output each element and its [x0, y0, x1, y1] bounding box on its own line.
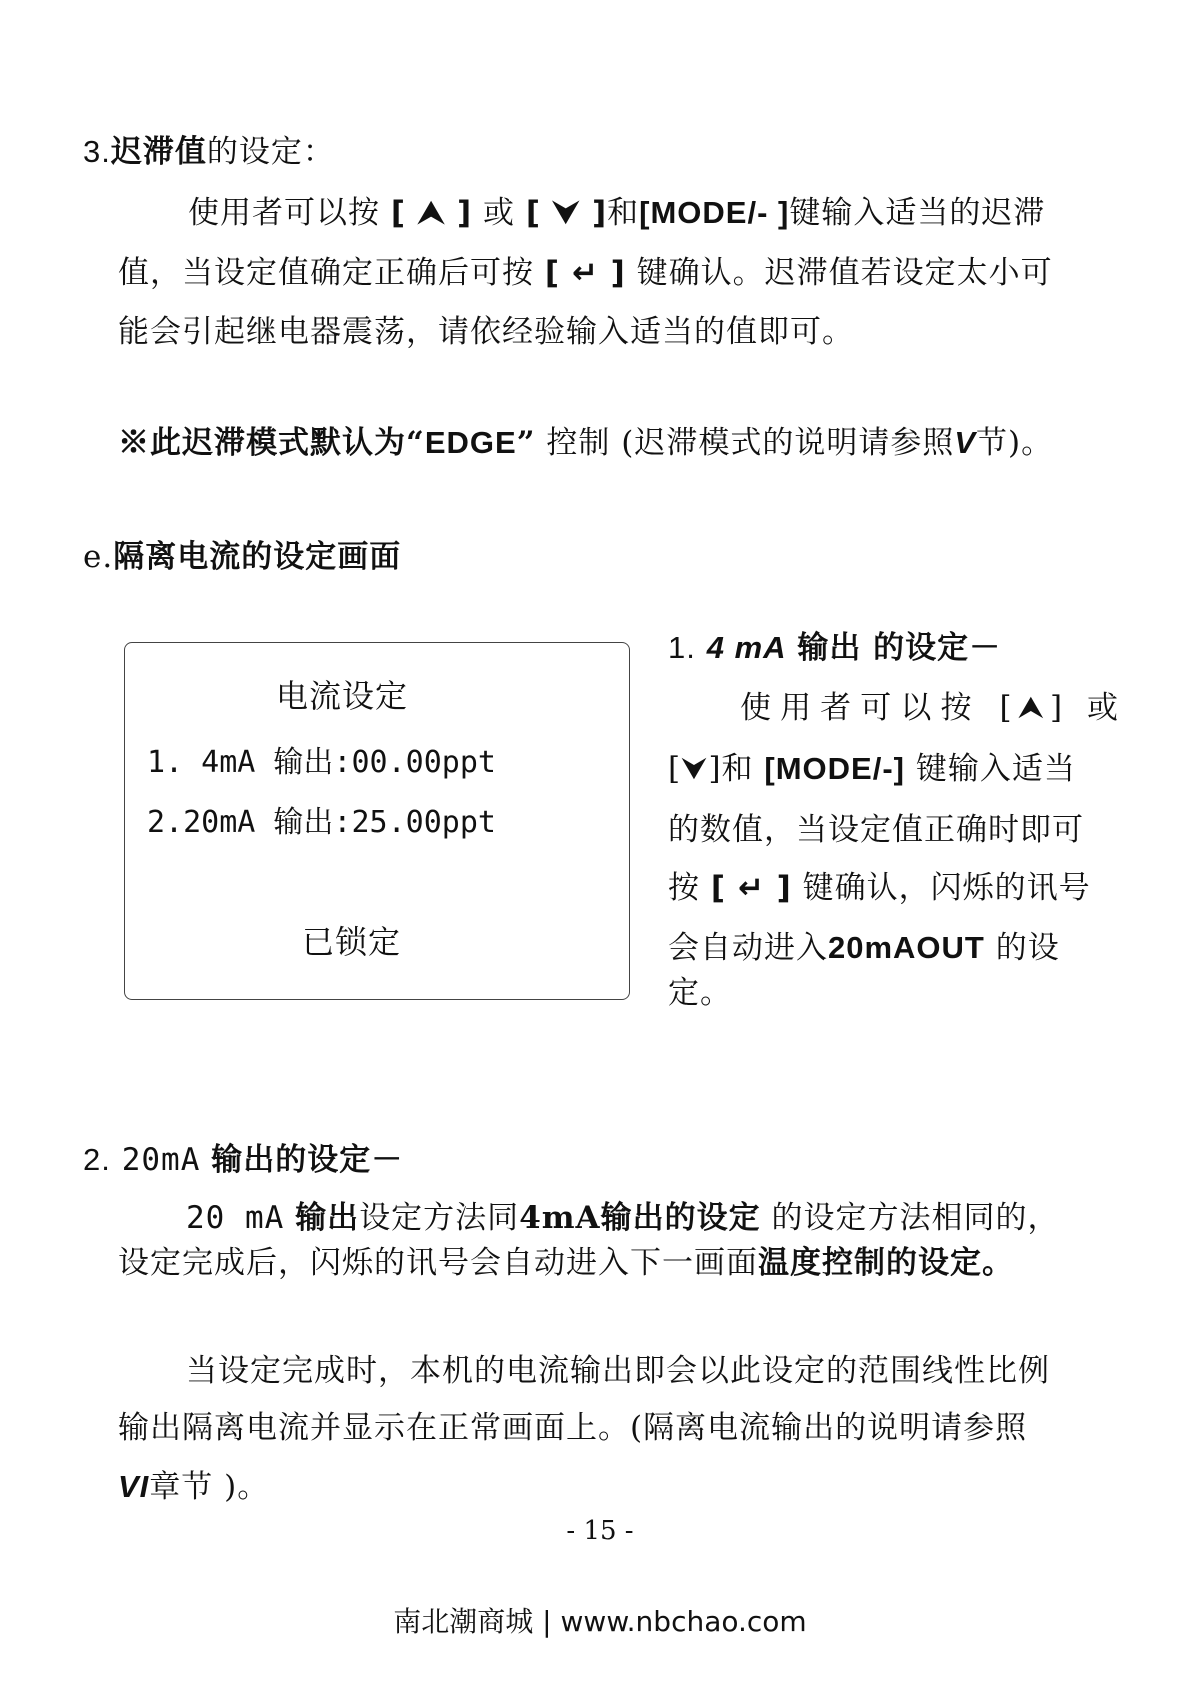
text: 设定方法同	[359, 1200, 520, 1236]
text-bold: 输出	[295, 1200, 360, 1236]
enter-key: [ ↵ ]	[544, 255, 626, 291]
text: 键确认。迟滞值若设定太小可	[636, 255, 1053, 291]
paragraph-line	[118, 247, 1053, 292]
heading-ma: 20mA	[121, 1142, 201, 1178]
page-number: - 15 -	[566, 1516, 634, 1546]
paragraph-line	[118, 1461, 269, 1506]
side-heading-num: 1.	[668, 630, 696, 665]
note-text-end: 节)。	[976, 425, 1054, 461]
paragraph-line: 输出隔离电流并显示在正常画面上。(隔离电流输出的说明请参照	[118, 1410, 1028, 1446]
text-20maout: 20mAOUT	[828, 930, 985, 965]
section-2-heading	[83, 1134, 403, 1179]
lcd-status: 已锁定	[302, 923, 402, 961]
paragraph-line	[118, 1237, 1014, 1282]
text: 使用者可以按	[188, 195, 380, 231]
text: 键输入适当	[915, 751, 1076, 787]
side-line	[668, 922, 1060, 967]
section-title-rest: 的设定：	[206, 134, 335, 170]
lcd-screen	[124, 642, 630, 1000]
note-edge: EDGE	[424, 425, 517, 460]
text: 值，当设定值确定正确后可按	[118, 255, 534, 291]
section-number: 3.	[83, 134, 111, 169]
side-heading-rest: 输出 的设定－	[797, 630, 1002, 666]
section-e-heading	[83, 531, 401, 576]
text-bold: 4mA输出的设定	[519, 1200, 761, 1236]
text: 或	[483, 195, 515, 231]
text-bold: 温度控制的设定。	[758, 1245, 1014, 1281]
mode-key: [MODE/- ]	[639, 195, 790, 230]
lcd-title: 电流设定	[276, 677, 409, 715]
text: 和	[607, 195, 640, 231]
text: 章节 )。	[149, 1469, 270, 1505]
text: 使用者可以按 [⮝] 或	[740, 690, 1124, 726]
lcd-row-4ma: 1. 4mA 输出:00.00ppt	[147, 745, 496, 780]
enter-key: [ ↵ ]	[710, 870, 792, 906]
note-text: 控制 (迟滞模式的说明请参照	[535, 425, 955, 461]
text: 会自动进入	[668, 930, 828, 966]
side-line	[668, 862, 1091, 907]
text: 键输入适当的迟滞	[789, 195, 1046, 231]
roman-numeral: VI	[118, 1469, 150, 1504]
text: 按	[668, 870, 700, 906]
text: [⮟]和	[668, 751, 754, 787]
text-20ma: 20 mA	[186, 1200, 285, 1236]
paragraph-line	[188, 187, 1045, 232]
side-heading	[668, 622, 1001, 667]
side-heading-ma: 4 mA	[706, 630, 787, 665]
note-bold: ※此迟滞模式默认为“	[118, 425, 425, 461]
footer-watermark: 南北潮商城 | www.nbchao.com	[393, 1605, 807, 1638]
heading-rest: 输出的设定－	[211, 1142, 404, 1178]
mode-key: [MODE/-]	[764, 751, 905, 786]
side-line: 定。	[668, 975, 732, 1011]
section-title-bold: 迟滞值	[110, 134, 207, 170]
down-key: [ ⮟ ]	[525, 195, 608, 231]
side-line: 的数值，当设定值正确时即可	[668, 812, 1084, 848]
text: 的设	[995, 930, 1060, 966]
section-title: 隔离电流的设定画面	[113, 539, 402, 575]
text: 的设定方法相同的，	[760, 1200, 1060, 1236]
note-bold-end: ”	[516, 425, 536, 461]
section-prefix: e.	[83, 539, 114, 575]
section-number: 2.	[83, 1142, 111, 1177]
lcd-row-20ma: 2.20mA 输出:25.00ppt	[147, 805, 496, 840]
section-3-heading	[83, 126, 335, 171]
note-roman: V	[954, 425, 977, 460]
up-key: [ ⮝ ]	[390, 195, 473, 231]
text: 键确认，闪烁的讯号	[802, 870, 1091, 906]
note-line	[118, 417, 1053, 462]
text: 设定完成后，闪烁的讯号会自动进入下一画面	[118, 1245, 758, 1281]
paragraph-line: 能会引起继电器震荡，请依经验输入适当的值即可。	[118, 314, 854, 350]
paragraph-line	[186, 1192, 1059, 1237]
side-line	[668, 743, 1076, 788]
paragraph-line: 当设定完成时，本机的电流输出即会以此设定的范围线性比例	[186, 1353, 1050, 1389]
side-line	[668, 682, 1124, 727]
